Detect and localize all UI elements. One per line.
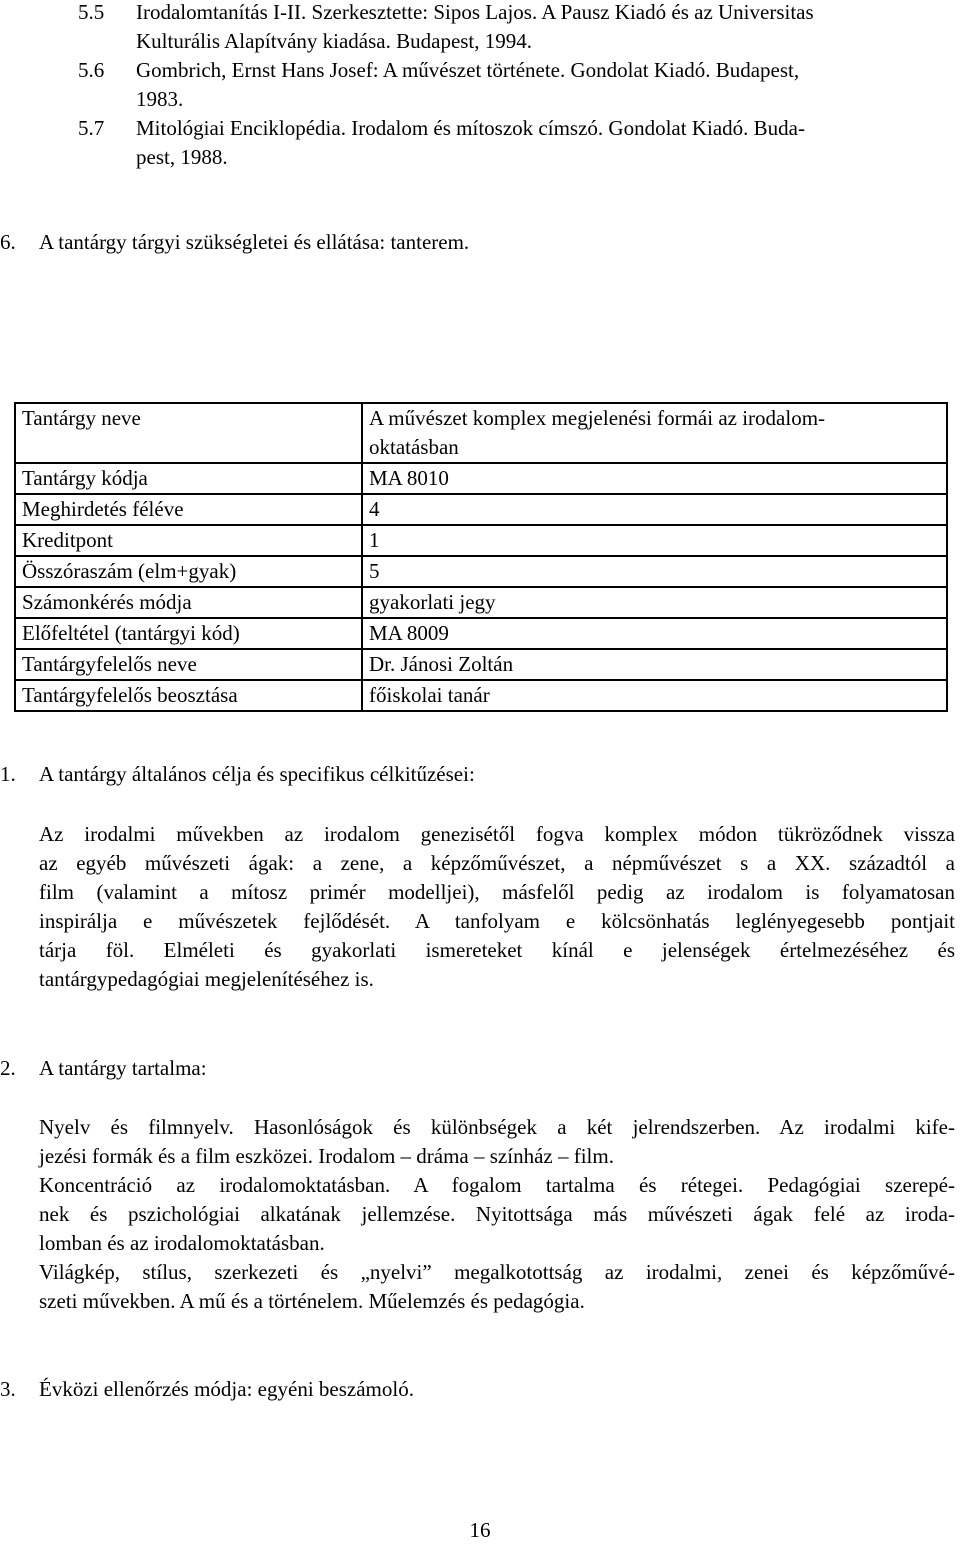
section-2-heading	[0, 1054, 960, 1083]
table-value: A művészet komplex megjelenési formái az irodalom- oktatásban	[362, 403, 947, 463]
paragraph-line: jezési formák és a film eszközei. Irodalom – dráma – színház – film.	[39, 1144, 614, 1168]
section-text: A tantárgy tárgyi szükségletei és ellátása: tanterem.	[39, 230, 470, 254]
table-row	[15, 649, 947, 680]
section-title: A tantárgy tartalma:	[39, 1056, 207, 1080]
paragraph-line: lomban és az irodalomoktatásban.	[39, 1231, 325, 1255]
reference-item	[78, 114, 958, 172]
table-row	[15, 680, 947, 711]
table-label: Összóraszám (elm+gyak)	[15, 556, 362, 587]
paragraph-line: Világkép, stílus, szerkezeti és „nyelvi” megalkotottság az irodalmi, zenei és képzőművé-	[39, 1260, 955, 1284]
section-number: 6.	[0, 230, 16, 254]
reference-item	[78, 0, 958, 56]
paragraph-line: tantárgypedagógiai megjelenítéséhez is.	[39, 967, 374, 991]
table-label: Tantárgyfelelős beosztása	[15, 680, 362, 711]
table-value: 5	[362, 556, 947, 587]
table-row	[15, 494, 947, 525]
paragraph-line: Az irodalmi művekben az irodalom genezisétől fogva komplex módon tükröződnek vissza	[39, 822, 955, 846]
table-label: Tantárgyfelelős neve	[15, 649, 362, 680]
resources-heading	[0, 228, 960, 257]
reference-line: Irodalomtanítás I-II. Szerkesztette: Sipos Lajos. A Pausz Kiadó és az Universitas	[136, 0, 814, 24]
paragraph-line: nek és pszichológiai alkatának jellemzése. Nyitottsága más művészeti ágak felé az iroda-	[39, 1202, 955, 1226]
reference-number: 5.7	[78, 116, 105, 140]
table-value: főiskolai tanár	[362, 680, 947, 711]
table-label: Kreditpont	[15, 525, 362, 556]
section-number: 2.	[0, 1056, 16, 1080]
paragraph-line: film (valamint a mítosz primér modelljei), másfelől pedig az irodalom is folyamatosan	[39, 880, 955, 904]
table-label: Számonkérés módja	[15, 587, 362, 618]
reference-number: 5.6	[78, 58, 105, 82]
table-label: Tantárgy kódja	[15, 463, 362, 494]
reference-number: 5.5	[78, 0, 105, 24]
page-number: 16	[469, 1518, 491, 1542]
paragraph-line: az egyéb művészeti ágak: a zene, a képzőművészet, a népművészet s a XX. századtól a	[39, 851, 955, 875]
table-row	[15, 556, 947, 587]
course-table	[14, 402, 948, 712]
section-title: A tantárgy általános célja és specifikus célkitűzései:	[39, 762, 475, 786]
table-value: MA 8009	[362, 618, 947, 649]
table-value: 1	[362, 525, 947, 556]
reference-line: pest, 1988.	[136, 145, 228, 169]
table-row	[15, 525, 947, 556]
section-3-heading	[0, 1375, 960, 1404]
section-number: 1.	[0, 762, 16, 786]
table-value: Dr. Jánosi Zoltán	[362, 649, 947, 680]
reference-line: Mitológiai Enciklopédia. Irodalom és mítoszok címszó. Gondolat Kiadó. Buda-	[136, 116, 805, 140]
section-2-body	[39, 1113, 955, 1316]
table-value: MA 8010	[362, 463, 947, 494]
table-value: gyakorlati jegy	[362, 587, 947, 618]
paragraph-line: tárja föl. Elméleti és gyakorlati ismereteket kínál e jelenségek értelmezéséhez és	[39, 938, 955, 962]
table-row	[15, 618, 947, 649]
table-row	[15, 587, 947, 618]
reference-list	[78, 0, 958, 172]
section-1-body	[39, 820, 955, 994]
section-text: Évközi ellenőrzés módja: egyéni beszámoló.	[39, 1377, 414, 1401]
table-label: Előfeltétel (tantárgyi kód)	[15, 618, 362, 649]
table-value: 4	[362, 494, 947, 525]
table-row	[15, 403, 947, 463]
reference-line: Kulturális Alapítvány kiadása. Budapest, 1994.	[136, 29, 533, 53]
section-1-heading	[0, 760, 960, 789]
paragraph-line: Koncentráció az irodalomoktatásban. A fogalom tartalma és rétegei. Pedagógiai szerepé-	[39, 1173, 955, 1197]
reference-line: Gombrich, Ernst Hans Josef: A művészet története. Gondolat Kiadó. Budapest,	[136, 58, 800, 82]
table-label: Tantárgy neve	[15, 403, 362, 463]
table-row	[15, 463, 947, 494]
table-label: Meghirdetés féléve	[15, 494, 362, 525]
reference-line: 1983.	[136, 87, 184, 111]
paragraph-line: szeti művekben. A mű és a történelem. Műelemzés és pedagógia.	[39, 1289, 585, 1313]
paragraph-line: Nyelv és filmnyelv. Hasonlóságok és különbségek a két jelrendszerben. Az irodalmi kife-	[39, 1115, 955, 1139]
reference-item	[78, 56, 958, 114]
paragraph-line: inspirálja e művészetek fejlődését. A tanfolyam e kölcsönhatás leglényegesebb pontjait	[39, 909, 955, 933]
section-number: 3.	[0, 1377, 16, 1401]
